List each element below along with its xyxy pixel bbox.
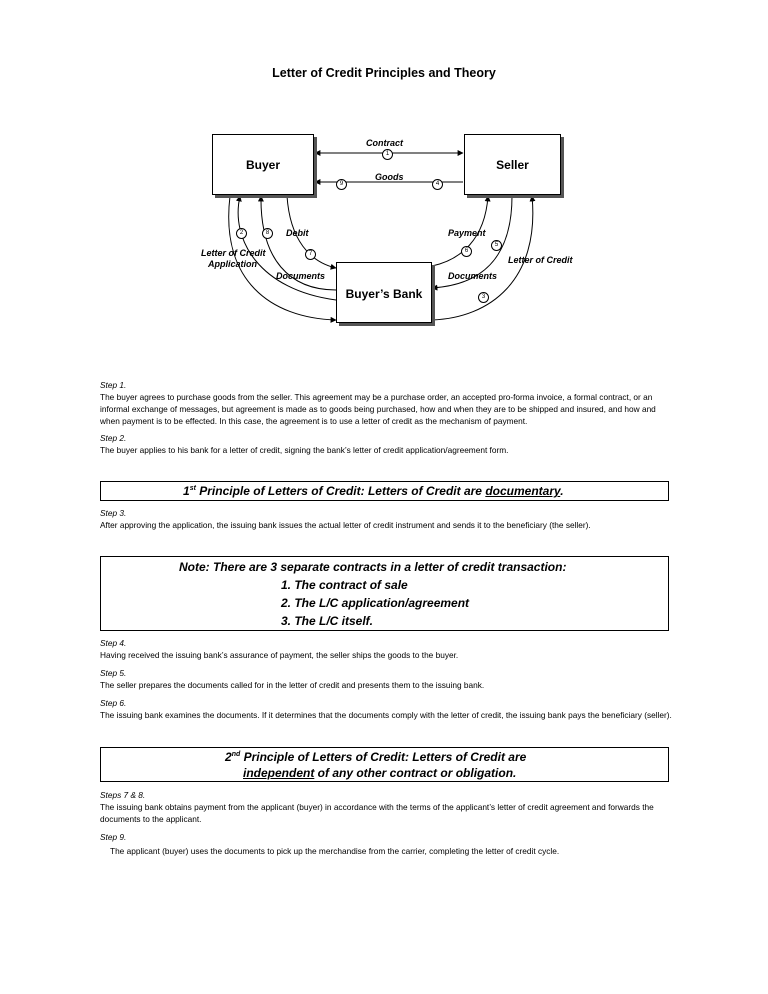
- step-circle-6: 6: [461, 246, 472, 257]
- loc-application-label-2: Application: [208, 259, 257, 269]
- payment-label: Payment: [448, 228, 486, 238]
- step-circle-8: 8: [262, 228, 273, 239]
- step-3-body: After approving the application, the issuing bank issues the actual letter of credit instrument and sends it to the beneficiary (the seller).: [100, 520, 591, 530]
- note-item-2: 2. The L/C application/agreement: [281, 596, 470, 610]
- step-6-heading: Step 6.: [100, 698, 127, 708]
- principle-2-line-2: independent of any other contract or obligation.: [243, 766, 517, 780]
- step-5-heading: Step 5.: [100, 668, 127, 678]
- step-circle-9: 9: [336, 179, 347, 190]
- principle-2-box: [100, 747, 669, 782]
- page-title: Letter of Credit Principles and Theory: [272, 66, 496, 80]
- documents-right-label: Documents: [448, 271, 498, 281]
- step-circle-1: 1: [382, 149, 393, 160]
- step-9-heading: Step 9.: [100, 832, 127, 842]
- step-1-heading: Step 1.: [100, 380, 127, 390]
- principle-2-line-1: 2nd Principle of Letters of Credit: Letters of Credit are: [225, 750, 527, 764]
- step-4-body: Having received the issuing bank’s assurance of payment, the seller ships the goods to the buyer.: [100, 650, 459, 660]
- seller-label: Seller: [496, 158, 529, 172]
- principle-1-box: [100, 481, 669, 501]
- step-circle-7: 7: [305, 249, 316, 260]
- app-to-bank-curve: [229, 196, 336, 320]
- loc-application-label-1: Letter of Credit: [201, 248, 266, 258]
- contract-label: Contract: [366, 138, 404, 148]
- loc-label: Letter of Credit: [508, 255, 573, 265]
- step-9-body: The applicant (buyer) uses the documents to pick up the merchandise from the carrier, completing the letter of credit cycle.: [110, 846, 560, 856]
- note-heading: Note: There are 3 separate contracts in a letter of credit transaction:: [179, 560, 567, 574]
- step-1-body: The buyer agrees to purchase goods from the seller. This agreement may be a purchase order, an accepted pro-forma invoice, a formal contract, or an informal exchange of messages, but agreement is made as to goods being purchased, how and when they are to be shipped and insured, and how and when payment is to be effected. In this case, the agreement is to use a letter of credit as the mechanism of payment.: [100, 392, 656, 426]
- steps-7-8-heading: Steps 7 & 8.: [100, 790, 146, 800]
- steps-7-9: [100, 789, 672, 857]
- documents-left-label: Documents: [276, 271, 326, 281]
- step-circle-5: 5: [491, 240, 502, 251]
- debit-label: Debit: [286, 228, 309, 238]
- bank-label: Buyer’s Bank: [345, 287, 423, 301]
- note-item-1: 1. The contract of sale: [281, 578, 408, 592]
- step-5-body: The seller prepares the documents called for in the letter of credit and presents them to the issuing bank.: [100, 680, 485, 690]
- buyer-label: Buyer: [245, 158, 280, 172]
- step-3-heading: Step 3.: [100, 508, 127, 518]
- step-4-heading: Step 4.: [100, 638, 127, 648]
- step-circle-2: 2: [236, 228, 247, 239]
- note-item-3: 3. The L/C itself.: [281, 614, 374, 628]
- seller-box: [464, 134, 561, 195]
- contracts-note-box: [100, 556, 669, 631]
- step-circle-3: 3: [478, 292, 489, 303]
- steps-4-6: [100, 637, 672, 721]
- step-circle-4: 4: [432, 179, 443, 190]
- buyers-bank-box: [336, 262, 432, 323]
- step-3: [100, 507, 672, 531]
- goods-label: Goods: [375, 172, 404, 182]
- principle-1-text: 1st Principle of Letters of Credit: Letters of Credit are documentary.: [183, 484, 564, 498]
- step-2-heading: Step 2.: [100, 433, 127, 443]
- step-6-body: The issuing bank examines the documents. If it determines that the documents comply with the letter of credit, the issuing bank pays the beneficiary (seller).: [100, 710, 672, 720]
- steps-1-2: [100, 379, 672, 456]
- buyer-box: [212, 134, 314, 195]
- step-2-body: The buyer applies to his bank for a letter of credit, signing the bank’s letter of credit application/agreement form.: [100, 445, 509, 455]
- steps-7-8-body: The issuing bank obtains payment from the applicant (buyer) in accordance with the terms of the applicant’s letter of credit agreement and forwards the documents to the applicant.: [100, 802, 654, 824]
